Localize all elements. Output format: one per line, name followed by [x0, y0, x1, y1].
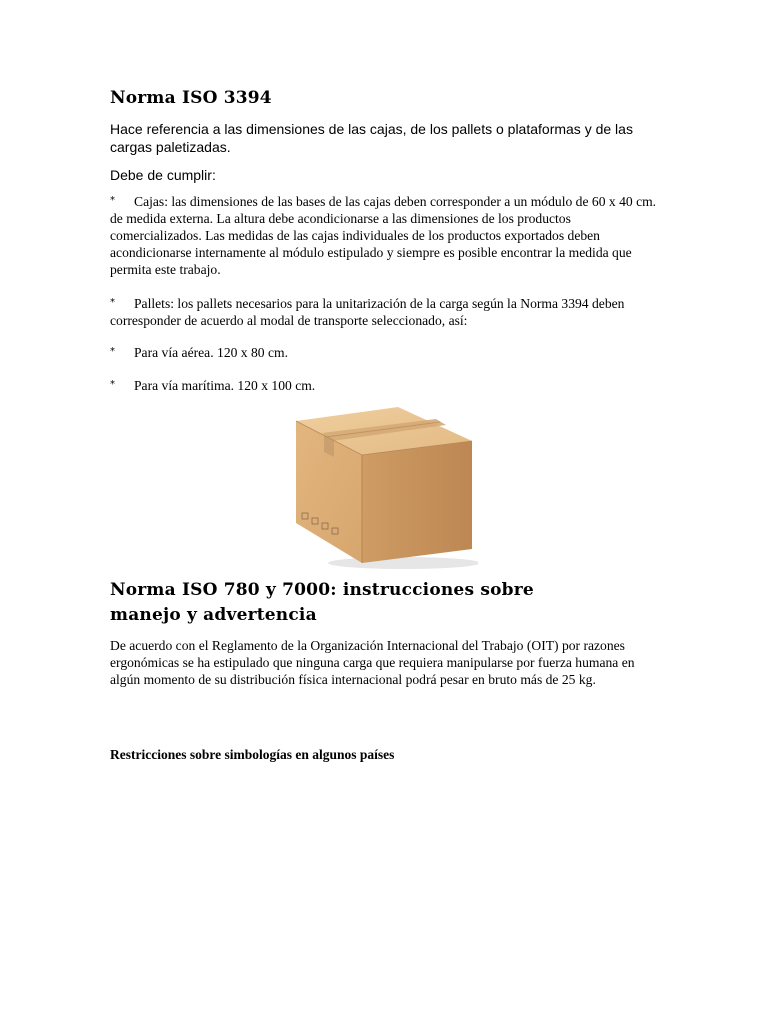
bullet-mark: * — [110, 346, 115, 357]
bullet-item-sea — [110, 377, 660, 394]
bullet-text: Para vía aérea. 120 x 80 cm. — [134, 345, 288, 360]
bullet-item-air — [110, 344, 660, 361]
heading-iso-780-7000: Norma ISO 780 y 7000: instrucciones sobre manejo y advertencia — [110, 580, 534, 625]
box-shadow — [328, 557, 478, 569]
box-side — [362, 441, 472, 563]
cardboard-box-image — [286, 403, 478, 571]
bullet-text: Para vía marítima. 120 x 100 cm. — [134, 378, 316, 393]
bullet-item-pallets — [110, 295, 660, 329]
oit-paragraph: De acuerdo con el Reglamento de la Organización Internacional del Trabajo (OIT) por razones ergonómicas se ha estipulado que ninguna carga que requiera manipularse por fuerza humana en algún momento de su distribución física internacional podrá pesar en bruto más de 25 kg. — [110, 638, 635, 687]
bullet-mark: * — [110, 297, 115, 308]
heading-iso-3394: Norma ISO 3394 — [110, 88, 272, 108]
heading-symbol-restrictions: Restricciones sobre simbologías en algunos países — [110, 747, 395, 762]
intro-paragraph: Hace referencia a las dimensiones de las cajas, de los pallets o plataformas y de las cargas paletizadas. — [110, 121, 633, 155]
bullet-mark: * — [110, 379, 115, 390]
bullet-text: Cajas: las dimensiones de las bases de las cajas deben corresponder a un módulo de 60 x 40 cm. de medida externa. La altura debe acondicionarse a las dimensiones de los productos comercializados. Las medidas de las cajas individuales de los productos exportados deben acondicionarse internamente al módulo estipulado y siempre es posible encontrar la medida que permita este trabajo. — [110, 194, 657, 277]
bullet-text: Pallets: los pallets necesarios para la unitarización de la carga según la Norma 3394 deben corresponder de acuerdo al modal de transporte seleccionado, así: — [110, 296, 625, 328]
bullet-mark: * — [110, 195, 115, 206]
must-comply-label: Debe de cumplir: — [110, 167, 216, 183]
bullet-item-boxes — [110, 193, 660, 278]
